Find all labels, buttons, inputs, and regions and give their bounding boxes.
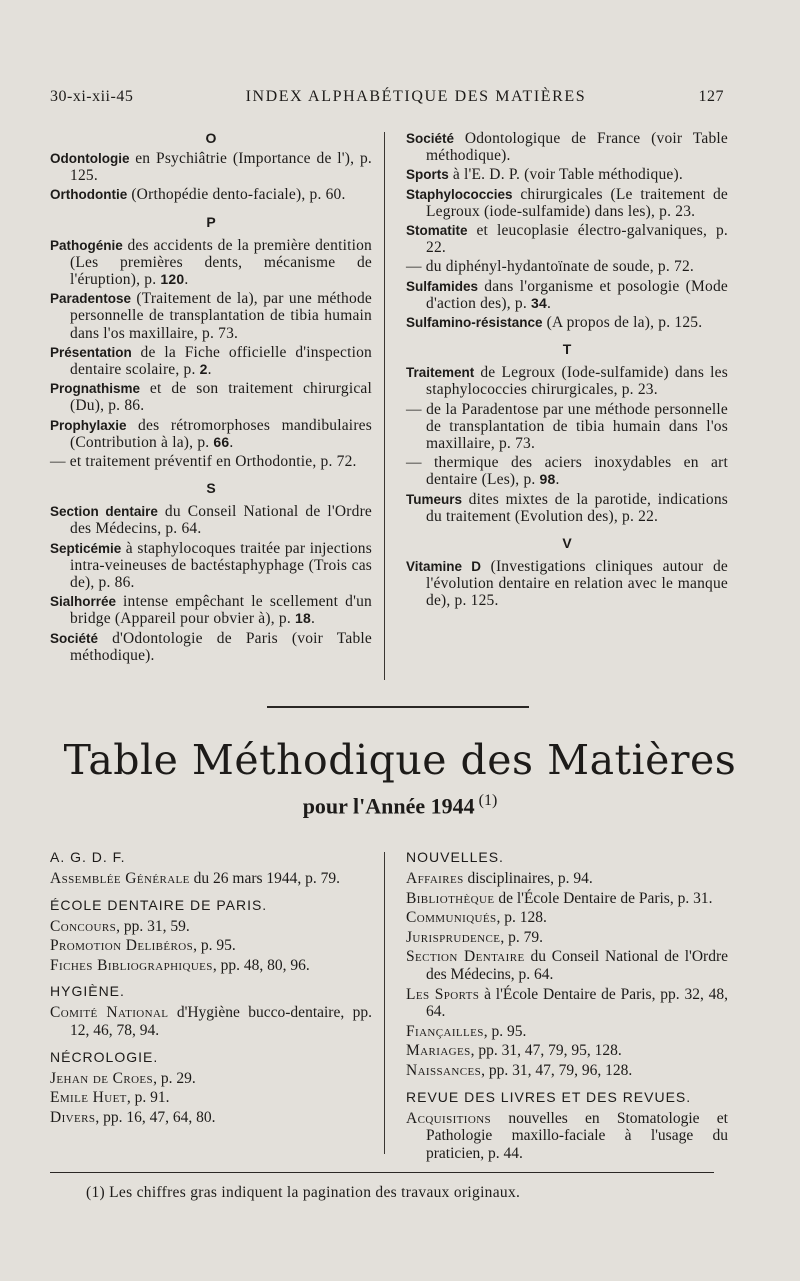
entry-page-bold: 120 (160, 271, 185, 288)
category-item (50, 937, 372, 955)
entry-text: de la Fiche officielle d'inspection dentaire scolaire, p. (70, 343, 372, 379)
entry-text: — du diphényl-hydantoïnate de soude, p. 72. (406, 258, 694, 276)
item-title: Naissances (406, 1061, 482, 1079)
entry-text: de Legroux (Iode-sulfamide) dans les staphylococcies chirurgicales, p. 23. (426, 364, 728, 399)
alphabetical-index (50, 130, 728, 666)
category-item (50, 918, 372, 936)
index-letter-heading: O (205, 130, 217, 146)
item-title: Fiches Bibliographiques (50, 956, 213, 974)
entry-page-bold: 18 (295, 610, 311, 627)
entry-text: dites mixtes de la parotide, indications du traitement (Evolution des), p. 22. (426, 490, 728, 525)
header-date: 30-xi-xii-45 (50, 88, 134, 105)
column-divider (384, 852, 385, 1154)
entry-keyword: Sialhorrée (50, 594, 117, 610)
category-item (406, 1023, 728, 1041)
category-item (406, 948, 728, 983)
entry-keyword: Stomatite (406, 223, 468, 239)
item-text: , pp. 31, 47, 79, 96, 128. (481, 1061, 633, 1079)
entry-keyword: Odontologie (50, 151, 130, 166)
methodic-column-right (406, 848, 728, 1164)
entry-text: chirurgicales (Le traitement de Legroux (iode-sulfamide) dans les), p. 23. (426, 185, 728, 220)
category-item (50, 957, 372, 975)
index-entry (50, 237, 372, 289)
category-item (406, 909, 728, 927)
index-entry (406, 130, 728, 164)
item-text: du 26 mars 1944, p. 79. (189, 870, 341, 887)
entry-text: d'Odontologie de Paris (voir Table méthodique). (70, 629, 372, 664)
item-title: Concours (50, 917, 117, 935)
entry-keyword: Pathogénie (50, 237, 123, 253)
entry-keyword: Vitamine D (406, 559, 482, 575)
entry-text: dans l'organisme et posologie (Mode d'action des), p. (426, 277, 728, 312)
entry-keyword: Orthodontie (50, 187, 128, 203)
category-item (50, 870, 372, 888)
index-entry (406, 364, 728, 398)
entry-text: en Psychiâtrie (Importance de l'), p. 125. (70, 150, 372, 185)
category-item (50, 1109, 372, 1127)
entry-text: à l'E. D. P. (voir Table méthodique). (448, 166, 683, 184)
entry-page-bold: 2 (199, 361, 208, 378)
methodic-table (50, 848, 728, 1164)
entry-keyword: Société (406, 131, 455, 146)
category-heading: A. G. D. F. (50, 849, 126, 865)
category-heading: HYGIÈNE. (50, 983, 125, 1000)
item-title: Assemblée Générale (50, 870, 190, 887)
entry-keyword: Prognathisme (50, 381, 141, 397)
footnote: (1) Les chiffres gras indiquent la pagination des travaux originaux. (86, 1184, 521, 1201)
index-letter-heading: T (562, 341, 572, 358)
running-header (50, 88, 724, 106)
index-entry (50, 503, 372, 537)
index-entry (406, 314, 728, 331)
item-text: du Conseil National de l'Ordre des Médecins, p. 64. (426, 948, 728, 983)
item-title: Affaires (406, 870, 464, 887)
entry-text: et de son traitement chirurgical (Du), p. 86. (70, 380, 372, 415)
column-divider (384, 132, 385, 680)
index-entry (50, 630, 372, 664)
entry-keyword: Présentation (50, 344, 132, 360)
category-item (406, 1062, 728, 1080)
index-entry (406, 166, 728, 183)
methodic-column-left (50, 848, 372, 1164)
item-title: Promotion Delibéros (50, 937, 194, 955)
index-entry (406, 558, 728, 610)
section-rule (267, 706, 529, 708)
header-title: INDEX ALPHABÉTIQUE DES MATIÈRES (245, 88, 587, 105)
item-title: Les Sports (406, 985, 480, 1003)
entry-keyword: Sulfamides (406, 278, 479, 294)
item-text: , pp. 16, 47, 64, 80. (95, 1108, 216, 1126)
entry-text: du Conseil National de l'Ordre des Médecins, p. 64. (70, 503, 373, 538)
item-title: Emile Huet (50, 1089, 127, 1107)
index-letter-heading: V (562, 535, 572, 552)
entry-keyword: Septicémie (50, 540, 122, 556)
item-title: Acquisitions (406, 1109, 492, 1127)
entry-text: — et traitement préventif en Orthodontie, p. 72. (50, 453, 357, 471)
entry-keyword: Sports (406, 167, 449, 183)
entry-text: (Traitement de la), par une méthode personnelle de transplantation de tibia humain dans l'os maxillaire, p. 73. (70, 290, 372, 342)
entry-end: . (184, 271, 189, 289)
index-entry (406, 186, 728, 220)
item-title: Communiqués (406, 909, 497, 927)
index-entry (50, 453, 372, 470)
category-item (406, 929, 728, 947)
index-entry (406, 491, 728, 525)
entry-page-bold: 66 (213, 433, 230, 450)
entry-text: des rétromorphoses mandibulaires (Contribution à la), p. (70, 416, 372, 451)
entry-page-bold: 98 (539, 471, 556, 488)
entry-end: . (555, 471, 560, 489)
entry-keyword: Prophylaxie (50, 417, 127, 433)
category-item (406, 890, 728, 908)
subtitle-text: pour l'Année 1944 (302, 793, 475, 819)
entry-keyword: Paradentose (50, 291, 132, 307)
item-title: Jurisprudence (406, 928, 501, 946)
index-entry (50, 150, 372, 184)
entry-text: (Orthopédie dento-faciale), p. 60. (127, 186, 346, 204)
index-entry (50, 344, 372, 378)
entry-page-bold: 34 (530, 294, 547, 311)
index-entry (406, 278, 728, 312)
index-column-right (406, 130, 728, 666)
item-text: disciplinaires, p. 94. (463, 870, 593, 887)
category-item (50, 1004, 372, 1039)
item-title: Mariages (406, 1042, 471, 1060)
index-entry (406, 258, 728, 275)
section-subtitle (0, 788, 800, 819)
entry-text: et leucoplasie électro-galvaniques, p. 22. (426, 222, 728, 257)
entry-text: intense empêchant le scellement d'un bridge (Appareil pour obvier à), p. (70, 593, 372, 628)
index-entry (50, 593, 372, 627)
index-entry (406, 454, 728, 488)
index-entry (50, 540, 372, 592)
index-entry (406, 222, 728, 256)
item-text: de l'École Dentaire de Paris, p. 31. (494, 889, 713, 907)
item-text: , p. 29. (153, 1069, 196, 1087)
entry-keyword: Staphylococcies (406, 186, 513, 202)
item-text: , p. 95. (193, 937, 236, 955)
item-text: , pp. 31, 47, 79, 95, 128. (470, 1042, 622, 1060)
item-title: Bibliothèque (406, 889, 495, 907)
category-heading: NOUVELLES. (406, 849, 504, 865)
category-heading: NÉCROLOGIE. (50, 1048, 159, 1065)
item-text: , p. 79. (500, 928, 543, 946)
item-text: , p. 91. (126, 1089, 170, 1107)
entry-keyword: Société (50, 630, 99, 646)
entry-text: des accidents de la première dentition (Les premières dents, mécanisme de l'éruption), p. (70, 236, 372, 289)
entry-keyword: Sulfamino-résistance (406, 315, 543, 331)
item-title: Divers (50, 1108, 96, 1126)
entry-end: . (207, 361, 212, 379)
entry-text: — thermique des aciers inoxydables en art dentaire (Les), p. (406, 454, 728, 489)
item-text: , p. 95. (483, 1022, 527, 1040)
category-item (406, 986, 728, 1021)
item-text: , p. 128. (496, 909, 547, 927)
index-entry (406, 401, 728, 453)
item-title: Jehan de Croes (50, 1069, 154, 1087)
entry-text: (Investigations cliniques autour de l'évolution dentaire en relation avec le manque de), p. 125. (426, 558, 728, 610)
entry-text: (A propos de la), p. 125. (542, 314, 703, 332)
category-item (50, 1070, 372, 1088)
footnote-rule (50, 1172, 714, 1173)
section-title: Table Méthodique des Matières (63, 736, 737, 784)
entry-end: . (229, 433, 234, 451)
index-letter-heading: P (206, 213, 216, 230)
category-item (406, 1042, 728, 1060)
item-text: d'Hygiène bucco-dentaire, pp. 12, 46, 78, 94. (70, 1004, 372, 1039)
category-item (406, 870, 728, 888)
index-column-left (50, 130, 372, 666)
index-entry (50, 417, 372, 451)
entry-keyword: Traitement (406, 365, 475, 381)
footnote-reference: (1) (478, 792, 498, 809)
entry-keyword: Tumeurs (406, 491, 463, 507)
page-number: 127 (698, 88, 724, 105)
entry-text: — de la Paradentose par une méthode personnelle de transplantation de tibia humain dans l'os maxillaire, p. 73. (406, 400, 728, 453)
category-heading: REVUE DES LIVRES ET DES REVUES. (406, 1088, 692, 1105)
category-item (406, 1110, 728, 1163)
entry-text: Odontologique de France (voir Table méthodique). (426, 130, 728, 165)
index-entry (50, 380, 372, 414)
item-text: à l'École Dentaire de Paris, pp. 32, 48, 64. (426, 985, 729, 1021)
item-title: Fiançailles (406, 1022, 484, 1040)
entry-end: . (546, 294, 552, 312)
index-entry (50, 186, 372, 203)
entry-text: à staphylocoques traitée par injections intra-veineuses de bactéstaphyphage (Trois cas de), p. 86. (70, 539, 372, 592)
item-text: , pp. 48, 80, 96. (212, 956, 310, 974)
category-item (50, 1089, 372, 1107)
index-letter-heading: S (206, 480, 216, 497)
category-heading: ÉCOLE DENTAIRE DE PARIS. (50, 896, 268, 913)
entry-keyword: Section dentaire (50, 504, 158, 520)
entry-end: . (310, 610, 316, 628)
item-title: Comité National (50, 1004, 169, 1022)
index-entry (50, 290, 372, 342)
item-text: nouvelles en Stomatologie et Pathologie maxillo-faciale à l'usage du praticien, p. 44. (426, 1109, 728, 1162)
item-title: Section Dentaire (406, 948, 525, 966)
item-text: , pp. 31, 59. (116, 917, 190, 935)
